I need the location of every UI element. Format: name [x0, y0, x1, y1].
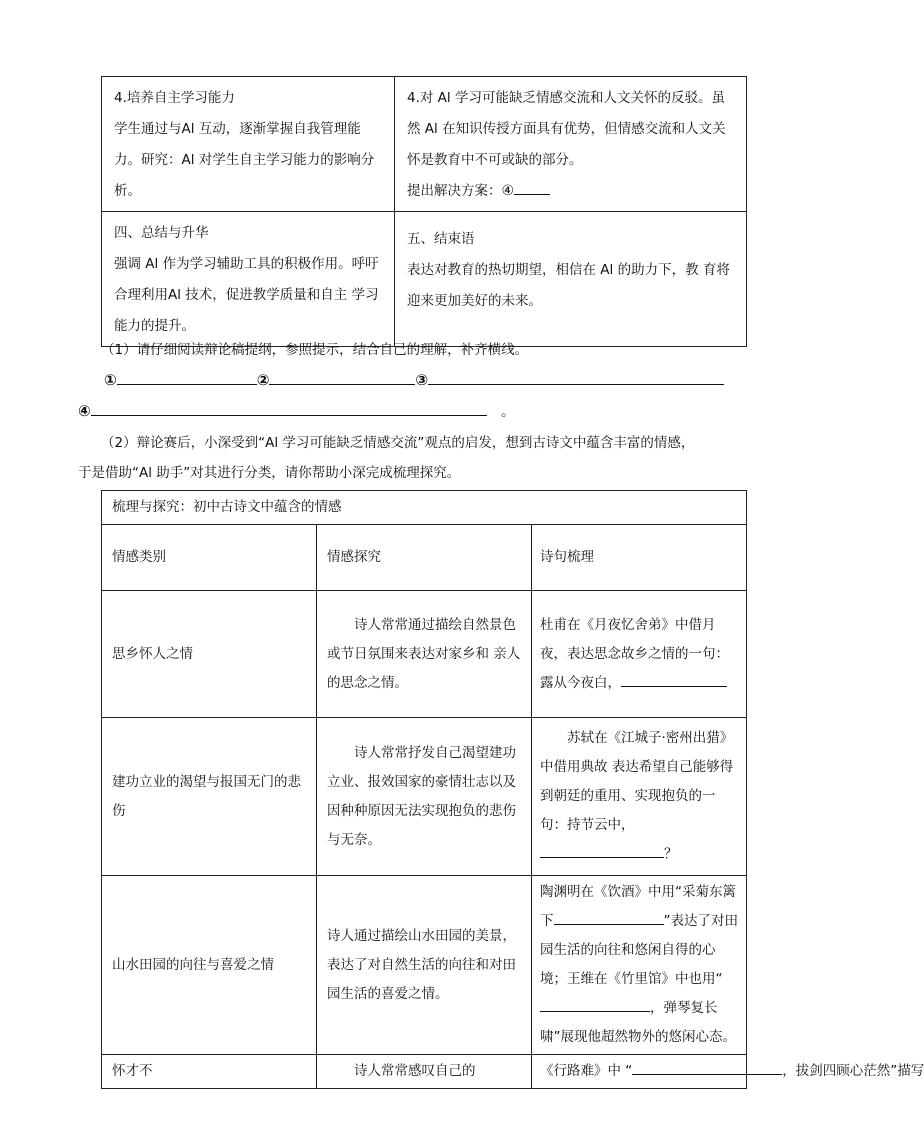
- header-explore: 情感探究: [317, 525, 532, 591]
- answer-blank[interactable]: [540, 997, 650, 1012]
- question-1-answer-line-1: [104, 370, 724, 391]
- outline-cell: [102, 212, 395, 347]
- row-poems: [532, 718, 747, 876]
- row-poems: [532, 876, 747, 1055]
- table-caption: 梳理与探究：初中古诗文中蕴含的情感: [102, 491, 747, 525]
- outline-table: [101, 76, 747, 347]
- outline-cell: [395, 212, 747, 347]
- blank-marker-4: ④: [78, 402, 91, 420]
- poem-text: ，弹琴复长啸”展现他超然物外的悠闲心态。: [540, 1000, 736, 1045]
- table-row: [102, 591, 747, 718]
- poem-text: 苏轼在《江城子·密州出猎》中借用典故 表达希望自己能够得到朝廷的重用、实现抱负的一句：持节云中，: [540, 730, 734, 833]
- answer-blank-3[interactable]: [428, 370, 724, 385]
- table-caption-row: [102, 491, 747, 525]
- blank-marker-4: ④: [501, 183, 515, 199]
- poem-text: ”表达了对田园生活的向往和悠闲自得的心境；王维在《竹里馆》中也用“: [540, 913, 738, 987]
- section-body: 学生通过与Al 互动，逐渐掌握自我管理能力。研究：Al 对学生自主学习能力的影响分析。: [114, 121, 375, 199]
- table-header-row: [102, 525, 747, 591]
- outline-row: [102, 212, 747, 347]
- question-1-prompt: （1）请仔细阅读辩论稿提纲，参照提示，结合自己的理解，补齐横线。: [101, 342, 529, 358]
- question-2-line-2: 于是借助“Al 助手”对其进行分类，请你帮助小深完成梳理探究。: [78, 465, 461, 481]
- row-category: 建功立业的渴望与报国无门的悲伤: [102, 718, 317, 876]
- answer-blank[interactable]: [540, 843, 664, 858]
- outline-cell: [102, 77, 395, 212]
- poem-text: 杜甫在《月夜忆舍弟》中借月夜，表达思念故乡之情的一句：露从今夜白，: [540, 616, 729, 691]
- outline-cell: [395, 77, 747, 212]
- blank-marker-3: ③: [415, 371, 429, 389]
- row-explore: 诗人常常抒发自己渴望建功立业、报效国家的豪情壮志以及因种种原因无法实现抱负的悲伤与无奈。: [317, 718, 532, 876]
- poem-text: ，拔剑四顾心茫然”描写: [782, 1063, 924, 1079]
- answer-blank-1[interactable]: [117, 370, 257, 385]
- section-body: 强调 Al 作为学习辅助工具的积极作用。呼吁合理利用Al 技术，促进教学质量和自主 学习能力的提升。: [114, 256, 379, 334]
- answer-blank[interactable]: [632, 1060, 782, 1075]
- emotion-table: [101, 490, 924, 1089]
- row-explore: 诗人常常感叹自己的: [317, 1055, 532, 1089]
- blank-marker-1: ①: [104, 371, 117, 389]
- table-row: [102, 876, 747, 1055]
- section-title: 五、结束语: [407, 231, 475, 247]
- section-title: 4.培养自主学习能力: [114, 90, 235, 106]
- solution-label: 提出解决方案：: [407, 183, 502, 199]
- poem-text: 陶渊明在《饮酒》中用“采菊东篱下: [540, 884, 736, 929]
- outline-row: [102, 77, 747, 212]
- row-explore: 诗人通过描绘山水田园的美景，表达了对自然生活的向往和对田园生活的喜爱之情。: [317, 876, 532, 1055]
- answer-blank[interactable]: [514, 180, 550, 195]
- end-mark: 。: [501, 404, 515, 420]
- row-category: 怀才不: [102, 1055, 317, 1089]
- row-explore: 诗人常常通过描绘自然景色 或节日氛围来表达对家乡和 亲人的思念之情。: [317, 591, 532, 718]
- header-poems: 诗句梳理: [532, 525, 747, 591]
- answer-blank-2[interactable]: [269, 370, 415, 385]
- question-1-answer-line-2: [78, 401, 515, 422]
- row-category: 山水田园的向往与喜爱之情: [102, 876, 317, 1055]
- answer-blank[interactable]: [621, 672, 727, 687]
- section-body: 表达对教育的热切期望，相信在 Al 的助力下，教 育将迎来更加美好的未来。: [407, 262, 730, 309]
- table-row: [102, 1055, 747, 1089]
- blank-marker-2: ②: [256, 371, 270, 389]
- poem-text: 《行路难》中 “: [540, 1063, 633, 1079]
- header-category: 情感类别: [102, 525, 317, 591]
- row-category: 思乡怀人之情: [102, 591, 317, 718]
- table-row: [102, 718, 747, 876]
- answer-blank[interactable]: [554, 910, 664, 925]
- section-body: 4.对 Al 学习可能缺乏情感交流和人文关怀的反驳。虽然 Al 在知识传授方面具有优势，但情感交流和人文关怀是教育中不可或缺的部分。: [407, 90, 726, 168]
- answer-blank-4[interactable]: [91, 401, 487, 416]
- row-poems: [532, 1055, 924, 1089]
- row-poems: [532, 591, 747, 718]
- section-title: 四、总结与升华: [114, 225, 209, 241]
- question-2-line-1: （2）辩论赛后，小深受到“Al 学习可能缺乏情感交流”观点的启发，想到古诗文中蕴含丰富的情感，: [101, 435, 695, 451]
- solution-line: [407, 176, 736, 207]
- poem-tail: ？: [664, 846, 678, 862]
